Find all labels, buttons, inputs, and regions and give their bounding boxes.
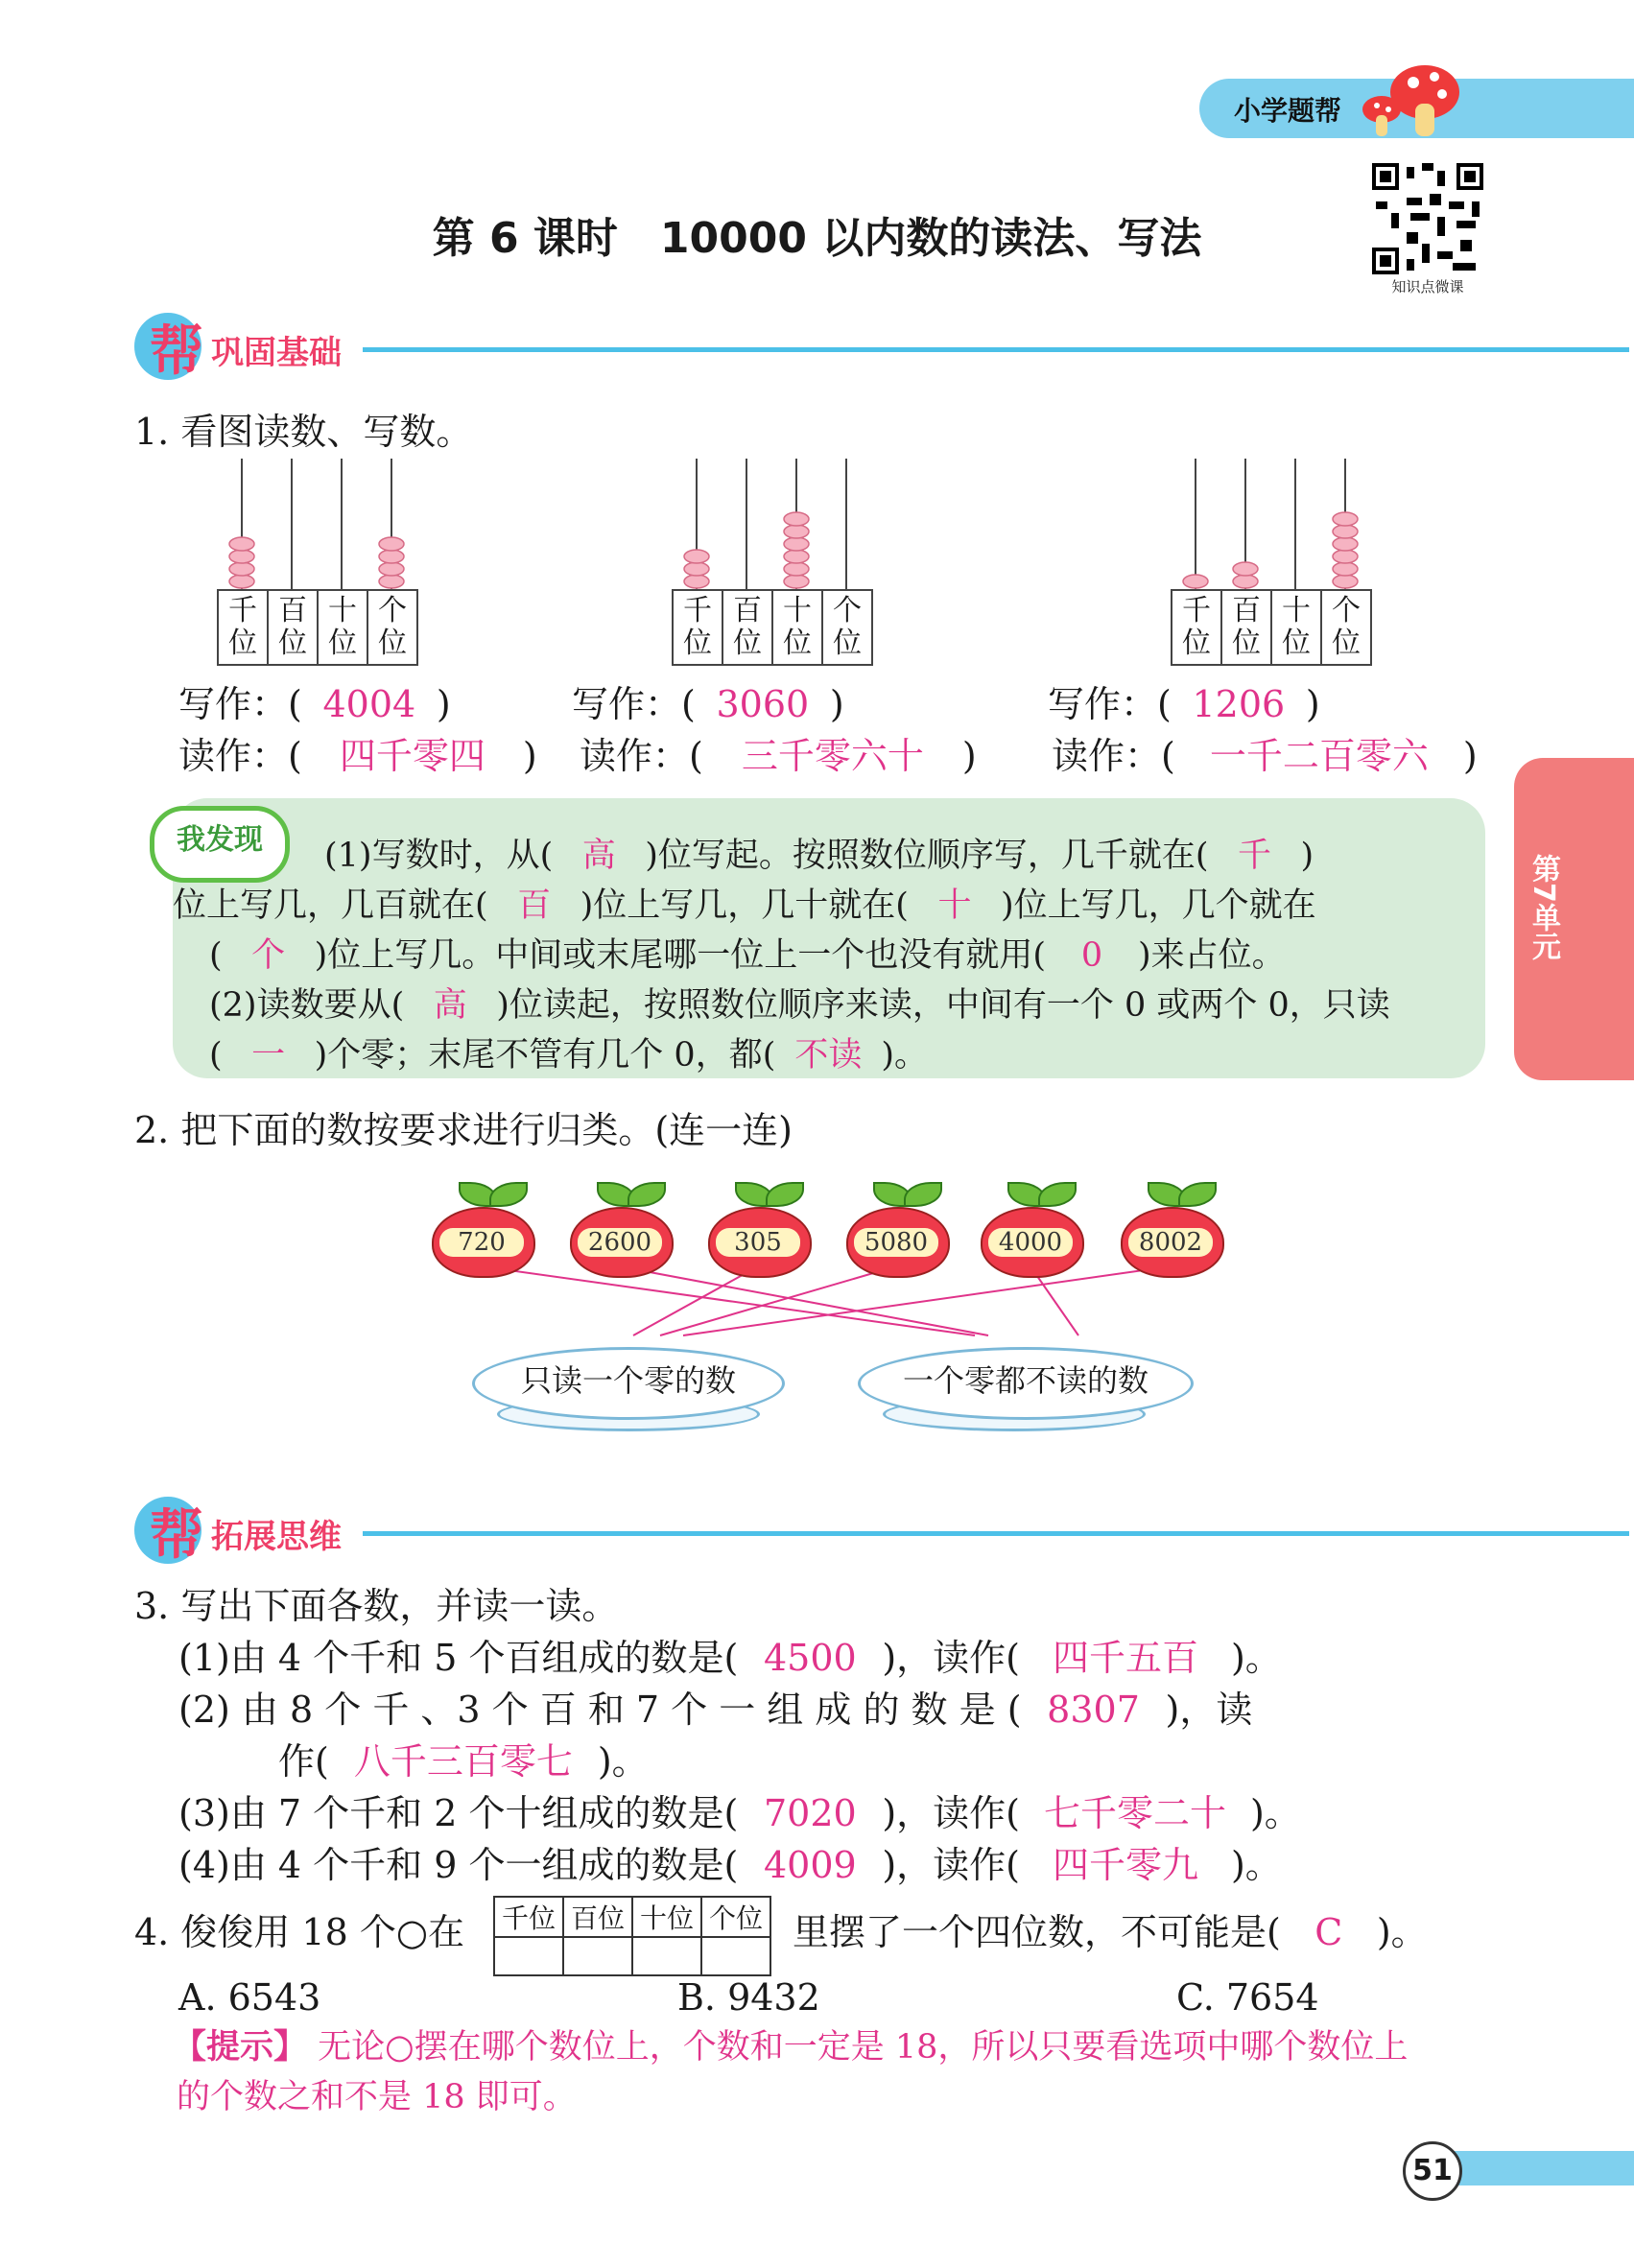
close-paren: ) [961, 735, 977, 777]
place-label: 千 位 [218, 590, 268, 665]
place-label: 百 位 [1221, 590, 1271, 665]
abacus-bead [784, 525, 809, 538]
q4-option-b[interactable]: B. 9432 [677, 1976, 820, 2019]
pv-header: 千位 [494, 1897, 563, 1937]
section-title: 拓展思维 [211, 1518, 342, 1556]
place-label: 个 位 [367, 590, 417, 665]
read-row-3 [1052, 731, 1478, 781]
leaf-icon [628, 1182, 666, 1207]
place-label: 百 位 [268, 590, 318, 665]
abacus-bead [1333, 525, 1358, 538]
apple-305[interactable] [708, 1178, 808, 1274]
hint-label: 【提示】 [173, 2028, 308, 2067]
apple-5080[interactable] [846, 1178, 946, 1274]
write-label: 写作：( [178, 683, 302, 725]
discover-line-3 [209, 931, 1286, 980]
q4-hint-line-1 [173, 2022, 1408, 2072]
discover-line-5 [209, 1030, 928, 1080]
blank-7[interactable]: 高 [433, 986, 467, 1025]
leaf-icon [766, 1182, 804, 1207]
text: (3)由 7 个千和 2 个十组成的数是( [178, 1792, 739, 1834]
abacus-1 [217, 459, 418, 666]
abacus-bead [379, 537, 404, 551]
write-row-3 [1048, 679, 1320, 729]
abacus-bead [784, 512, 809, 526]
abacus-bead [229, 575, 254, 588]
q4-answer[interactable]: C [1314, 1911, 1343, 1953]
abacus-bead [379, 562, 404, 576]
close-paren: ) [829, 683, 844, 725]
q3-num-1[interactable]: 4500 [763, 1637, 857, 1679]
abacus-bead [1233, 562, 1258, 576]
place-label: 千 位 [673, 590, 722, 665]
place-label: 十 位 [1271, 590, 1321, 665]
text: )。 [597, 1740, 649, 1783]
abacus-bead [784, 575, 809, 588]
pv-cell[interactable] [494, 1937, 563, 1975]
abacus-bead [684, 550, 709, 563]
blank-4[interactable]: 十 [937, 886, 972, 925]
text: )来占位。 [1137, 936, 1286, 975]
apple-number: 5080 [854, 1228, 938, 1257]
unit-tab [1514, 758, 1634, 1080]
abacus-bead [784, 550, 809, 563]
blank-6[interactable]: 0 [1080, 936, 1103, 975]
section-divider [363, 347, 1629, 352]
abacus-rods [1171, 459, 1372, 589]
close-paren: ) [1305, 683, 1320, 725]
q3-num-3[interactable]: 7020 [763, 1792, 857, 1834]
place-label: 千 位 [1172, 590, 1221, 665]
blank-1[interactable]: 高 [581, 837, 616, 875]
write-label: 写作：( [572, 683, 696, 725]
q3-num-4[interactable]: 4009 [763, 1844, 857, 1886]
text: )。 [1249, 1792, 1301, 1834]
abacus-bead [379, 575, 404, 588]
line-5080 [660, 1266, 896, 1335]
apple-number: 305 [716, 1228, 800, 1257]
text: )位读起，按照数位顺序来读，中间有一个 0 或两个 0，只读 [496, 986, 1390, 1025]
leaf-icon [489, 1182, 528, 1207]
text: (2) 由 8 个 千 、3 个 百 和 7 个 一 组 成 的 数 是 ( [178, 1689, 1022, 1731]
place-label: 个 位 [822, 590, 872, 665]
text: )。 [1230, 1637, 1282, 1679]
place-value-table [672, 589, 873, 666]
text: (1)由 4 个千和 5 个百组成的数是( [178, 1637, 739, 1679]
text: 作( [278, 1740, 329, 1783]
line-2600 [619, 1266, 988, 1335]
text: (1)写数时，从( [324, 837, 554, 875]
section-icon: 帮 [150, 1504, 203, 1567]
text: )个零；末尾不管有几个 0，都( [314, 1036, 776, 1075]
discover-badge: 我发现 [150, 806, 290, 883]
unit-tab-label: 第7单元 [1527, 854, 1560, 960]
read-label: 读作：( [580, 735, 703, 777]
abacus-rods [672, 459, 873, 589]
blank-2[interactable]: 千 [1238, 837, 1272, 875]
abacus-bead [684, 575, 709, 588]
q3-item-4 [178, 1840, 1282, 1890]
abacus-bead [379, 550, 404, 563]
read-label: 读作：( [178, 735, 302, 777]
abacus-bead [1333, 550, 1358, 563]
q3-item-2-cont [278, 1736, 649, 1786]
write-answer-1[interactable]: 4004 [322, 683, 416, 725]
q3-read-4[interactable]: 四千零九 [1052, 1844, 1198, 1886]
abacus-bead [1333, 537, 1358, 551]
q4-place-table [493, 1896, 771, 1976]
text: 里摆了一个四位数，不可能是( [793, 1911, 1281, 1953]
abacus-bead [1333, 575, 1358, 588]
write-row-2 [572, 679, 844, 729]
section-header-basics [134, 309, 1497, 386]
place-label: 百 位 [722, 590, 772, 665]
blank-3[interactable]: 百 [517, 886, 552, 925]
brand-label: 小学题帮 [1234, 95, 1342, 127]
apple-number: 4000 [988, 1228, 1073, 1257]
pv-cell[interactable] [701, 1937, 770, 1975]
blank-8[interactable]: 一 [251, 1036, 286, 1075]
apple-4000[interactable] [981, 1178, 1080, 1274]
close-paren: ) [1462, 735, 1478, 777]
pv-cell[interactable] [632, 1937, 701, 1975]
text: 位上写几，几百就在( [173, 886, 488, 925]
text: )位上写几，几个就在 [1000, 886, 1316, 925]
text: (2)读数要从( [209, 986, 405, 1025]
q4-option-a[interactable]: A. 6543 [178, 1976, 321, 2019]
q3-read-2[interactable]: 八千三百零七 [353, 1740, 573, 1783]
text: )。 [881, 1036, 929, 1075]
write-label: 写作：( [1048, 683, 1172, 725]
section-icon: 帮 [150, 320, 203, 383]
abacus-bead [229, 562, 254, 576]
close-paren: ) [522, 735, 537, 777]
text: )，读作( [882, 1844, 1020, 1886]
read-label: 读作：( [1052, 735, 1175, 777]
apple-number: 720 [439, 1228, 524, 1257]
text: )位上写几。中间或末尾哪一位上一个也没有就用( [314, 936, 1046, 975]
abacus-2 [672, 459, 873, 666]
section-divider [363, 1531, 1629, 1536]
q3-item-1 [178, 1633, 1282, 1683]
pv-header: 十位 [632, 1897, 701, 1937]
discover-line-4 [209, 980, 1390, 1030]
close-paren: ) [436, 683, 451, 725]
pv-header: 百位 [563, 1897, 632, 1937]
write-answer-3[interactable]: 1206 [1192, 683, 1286, 725]
place-label: 个 位 [1321, 590, 1371, 665]
question-2-stem: 2. 把下面的数按要求进行归类。(连一连) [134, 1109, 793, 1151]
section-title: 巩固基础 [211, 334, 342, 372]
page-title: 第 6 课时 10000 以内数的读法、写法 [432, 214, 1202, 263]
abacus-3 [1171, 459, 1372, 666]
blank-9[interactable]: 不读 [794, 1036, 863, 1075]
plate-2[interactable] [858, 1347, 1194, 1420]
page-number: 51 [1403, 2141, 1462, 2201]
write-answer-2[interactable]: 3060 [716, 683, 810, 725]
abacus-bead [1333, 562, 1358, 576]
abacus-bead [1183, 575, 1208, 588]
apple-number: 2600 [578, 1228, 662, 1257]
apple-8002[interactable] [1121, 1178, 1220, 1274]
abacus-bead [784, 537, 809, 551]
abacus-bead [784, 562, 809, 576]
q4-stem-a: 4. 俊俊用 18 个○在 [134, 1911, 465, 1953]
pv-header: 个位 [701, 1897, 770, 1937]
text: )。 [1230, 1844, 1282, 1886]
q3-read-3[interactable]: 七千零二十 [1043, 1792, 1226, 1834]
read-row-2 [580, 731, 977, 781]
q3-read-1[interactable]: 四千五百 [1052, 1637, 1198, 1679]
line-305 [633, 1266, 758, 1335]
read-answer-3[interactable]: 一千二百零六 [1209, 735, 1429, 777]
hint-text: 无论○摆在哪个数位上，个数和一定是 18，所以只要看选项中哪个数位上 [318, 2028, 1409, 2067]
q3-item-2 [178, 1685, 1252, 1735]
qr-label: 知识点微课 [1391, 278, 1464, 295]
blank-5[interactable]: 个 [251, 936, 286, 975]
abacus-bead [229, 550, 254, 563]
leaf-icon [904, 1182, 942, 1207]
text: )，读作( [882, 1792, 1020, 1834]
place-value-table [1171, 589, 1372, 666]
abacus-rods [217, 459, 418, 589]
q4-option-c[interactable]: C. 7654 [1176, 1976, 1319, 2019]
discover-line-1 [324, 831, 1314, 881]
text: ( [209, 936, 223, 975]
q4-hint-line-2: 的个数之和不是 18 即可。 [177, 2078, 577, 2116]
place-value-table [217, 589, 418, 666]
plate-2-label: 一个零都不读的数 [902, 1362, 1149, 1399]
text: ( [209, 1036, 223, 1075]
question-1-stem: 1. 看图读数、写数。 [134, 411, 473, 453]
plate-1-label: 只读一个零的数 [520, 1362, 736, 1399]
q3-num-2[interactable]: 8307 [1047, 1689, 1140, 1731]
place-label: 十 位 [772, 590, 822, 665]
apple-2600[interactable] [570, 1178, 670, 1274]
q4-stem-b-row [793, 1907, 1428, 1957]
pv-cell[interactable] [563, 1937, 632, 1975]
abacus-bead [684, 562, 709, 576]
place-label: 十 位 [318, 590, 367, 665]
apple-number: 8002 [1128, 1228, 1213, 1257]
abacus-bead [229, 537, 254, 551]
text: )位写起。按照数位顺序写，几千就在( [645, 837, 1209, 875]
abacus-bead [1233, 575, 1258, 588]
section-header-extend [134, 1493, 1497, 1570]
read-answer-1[interactable]: 四千零四 [339, 735, 485, 777]
mushroom-icon [1358, 56, 1463, 142]
leaf-icon [1038, 1182, 1077, 1207]
discover-line-2 [173, 881, 1316, 931]
apple-720[interactable] [432, 1178, 532, 1274]
abacus-bead [1333, 512, 1358, 526]
question-3-stem: 3. 写出下面各数，并读一读。 [134, 1585, 619, 1627]
plate-1[interactable] [472, 1347, 785, 1420]
text: ) [1300, 837, 1314, 875]
text: )，读 [1165, 1689, 1253, 1731]
text: )。 [1376, 1911, 1428, 1953]
write-row-1 [178, 679, 451, 729]
leaf-icon [1178, 1182, 1217, 1207]
text: )，读作( [882, 1637, 1020, 1679]
text: (4)由 4 个千和 9 个一组成的数是( [178, 1844, 739, 1886]
read-row-1 [178, 731, 537, 781]
q3-item-3 [178, 1788, 1301, 1838]
text: )位上写几，几十就在( [580, 886, 909, 925]
read-answer-2[interactable]: 三千零六十 [741, 735, 924, 777]
